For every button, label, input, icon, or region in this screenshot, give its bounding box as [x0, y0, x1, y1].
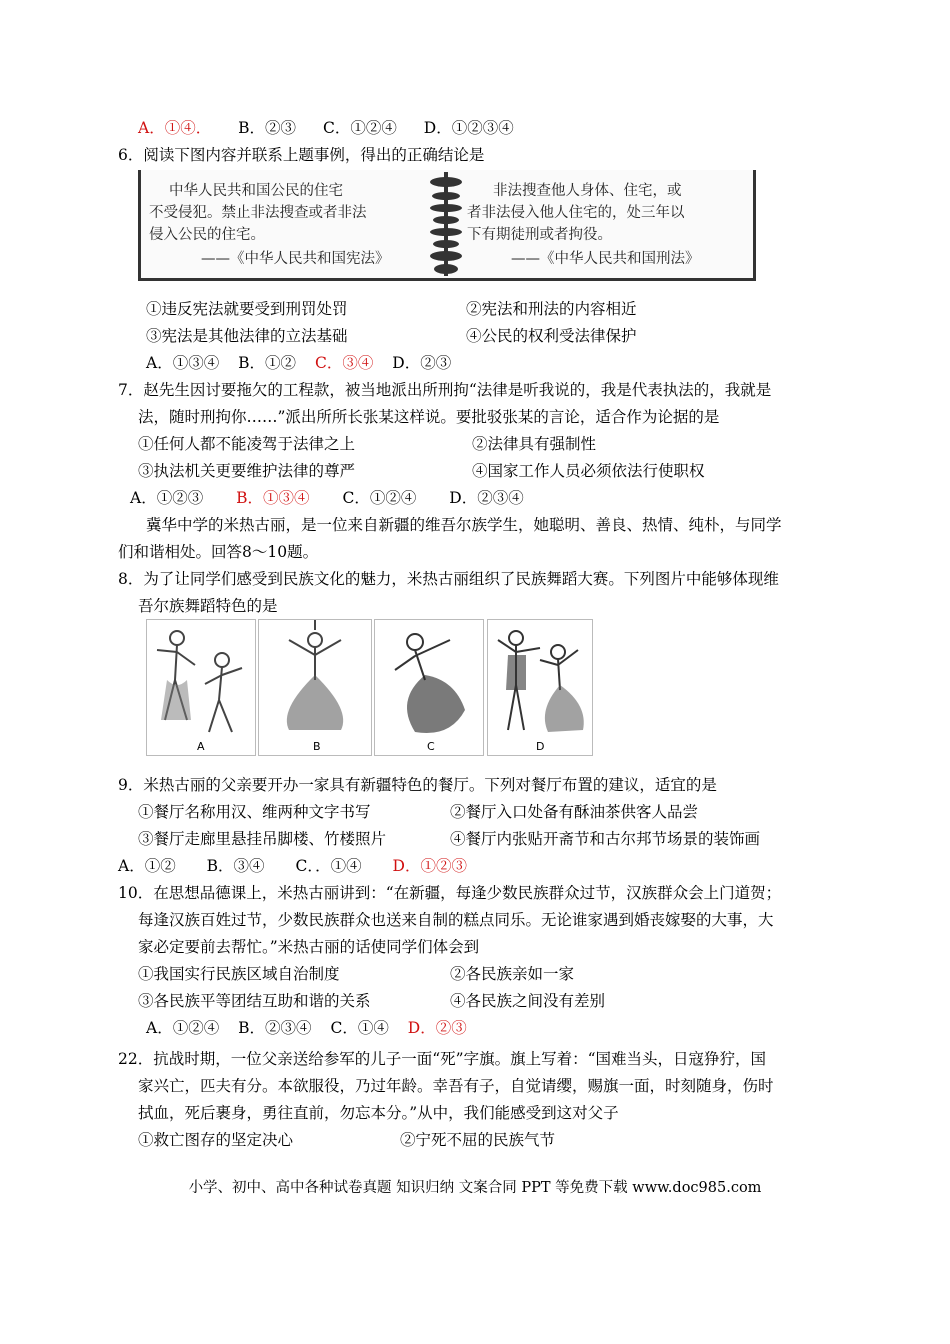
q10-option-b: B．②③④	[238, 1019, 312, 1037]
constitution-line-3: 侵入公民的住宅。	[149, 227, 265, 243]
q10-item-1: ①我国实行民族区域自治制度	[138, 965, 340, 983]
q9-option-b: B．③④	[206, 857, 265, 875]
q9-options	[118, 856, 489, 876]
criminal-law-line-3: 下有期徒刑或者拘役。	[467, 227, 612, 243]
q10-line-1: 10．在思想品德课上，米热古丽讲到：“在新疆，每逢少数民族群众过节，汉族群众会上门道贺；	[118, 884, 782, 902]
q10-item-2: ②各民族亲如一家	[450, 965, 575, 983]
q22-item-2: ②宁死不屈的民族气节	[400, 1131, 556, 1149]
q10-item-4: ④各民族之间没有差别	[450, 992, 606, 1010]
dancers-illustration-icon	[488, 620, 592, 740]
q7-option-c: C．①②④	[342, 489, 417, 507]
image-label-d: D	[536, 740, 545, 753]
q8-line-1: 8．为了让同学们感受到民族文化的魅力，米热古丽组织了民族舞蹈大赛。下列图片中能够体现维	[118, 570, 779, 588]
dance-image-b	[258, 619, 372, 756]
q7-item-2: ②法律具有强制性	[472, 435, 597, 453]
q5-option-c: C．①②④	[322, 119, 397, 137]
q9-item-4: ④餐厅内张贴开斋节和古尔邦节场景的装饰画	[450, 830, 761, 848]
dancer-illustration-icon	[375, 620, 483, 740]
q7-item-3: ③执法机关更要维护法律的尊严	[138, 462, 356, 480]
q22-line-3: 拭血，死后裹身，勇往直前，勿忘本分。”从中，我们能感受到这对父子	[138, 1104, 619, 1122]
q7-line-1: 7．赵先生因讨要拖欠的工程款，被当地派出所刑拘“法律是听我说的，我是代表执法的，我就是	[118, 381, 772, 399]
q9-stem: 9．米热古丽的父亲要开办一家具有新疆特色的餐厅。下列对餐厅布置的建议，适宜的是	[118, 776, 717, 794]
ornament-divider-icon	[426, 172, 466, 276]
q9-item-1: ①餐厅名称用汉、维两种文字书写	[138, 803, 371, 821]
constitution-source: ——《中华人民共和国宪法》	[201, 251, 390, 267]
q7-line-2: 法，随时刑拘你……”派出所所长张某这样说。要批驳张某的言论，适合作为论据的是	[138, 408, 720, 426]
q6-option-b: B．①②	[238, 354, 297, 372]
q5-option-d: D．①②③④	[423, 119, 514, 137]
intro-line-1: 冀华中学的米热古丽，是一位来自新疆的维吾尔族学生，她聪明、善良、热情、纯朴，与同学	[146, 516, 782, 534]
q5-option-a: A．①④．	[138, 119, 212, 137]
q7-option-b: B．①③④	[236, 489, 310, 507]
q5-option-b: B．②③	[238, 119, 297, 137]
dance-image-a	[146, 619, 256, 756]
q6-option-d: D．②③	[392, 354, 452, 372]
q7-item-4: ④国家工作人员必须依法行使职权	[472, 462, 705, 480]
q10-line-2: 每逢汉族百姓过节，少数民族群众也送来自制的糕点同乐。无论谁家遇到婚丧嫁娶的大事，大	[138, 911, 774, 929]
q7-item-1: ①任何人都不能凌驾于法律之上	[138, 435, 356, 453]
q6-option-a: A．①③④	[146, 354, 220, 372]
q6-option-c: C．③④	[314, 354, 374, 372]
q22-line-2: 家兴亡，匹夫有分。本欲服役，乃过年龄。幸吾有子，自觉请缨，赐旗一面，时刻随身，伤时	[138, 1077, 774, 1095]
q8-line-2: 吾尔族舞蹈特色的是	[138, 597, 278, 615]
dance-image-d	[487, 619, 593, 756]
criminal-law-line-1: 非法搜查他人身体、住宅，或	[493, 183, 682, 199]
q9-option-c: C．．①④	[295, 857, 362, 875]
criminal-law-line-2: 者非法侵入他人住宅的，处三年以	[467, 205, 685, 221]
q9-option-a: A．①②	[118, 857, 176, 875]
q9-option-d: D．①②③	[392, 857, 467, 875]
q6-item-4: ④公民的权利受法律保护	[466, 327, 637, 345]
q5-options	[138, 118, 536, 138]
constitution-line-1: 中华人民共和国公民的住宅	[169, 183, 343, 199]
q6-item-2: ②宪法和刑法的内容相近	[466, 300, 637, 318]
q22-item-1: ①救亡图存的坚定决心	[138, 1131, 294, 1149]
q7-options	[130, 488, 546, 508]
dancers-illustration-icon	[147, 620, 255, 740]
image-label-a: A	[197, 740, 205, 753]
page-footer: 小学、初中、高中各种试卷真题 知识归纳 文案合同 PPT 等免费下载 www.doc985.com	[188, 1180, 762, 1196]
law-quote-box	[138, 170, 756, 281]
image-label-b: B	[313, 740, 321, 753]
q10-option-c: C．①④	[330, 1019, 389, 1037]
q9-item-3: ③餐厅走廊里悬挂吊脚楼、竹楼照片	[138, 830, 387, 848]
q10-option-d: D．②③	[407, 1019, 467, 1037]
criminal-law-source: ——《中华人民共和国刑法》	[511, 251, 700, 267]
q9-item-2: ②餐厅入口处备有酥油茶供客人品尝	[450, 803, 699, 821]
q10-item-3: ③各民族平等团结互助和谐的关系	[138, 992, 371, 1010]
q22-line-1: 22．抗战时期，一位父亲送给参军的儿子一面“死”字旗。旗上写着：“国难当头，日寇狰狞，国	[118, 1050, 766, 1068]
q6-options	[146, 353, 473, 373]
image-label-c: C	[427, 740, 435, 753]
q7-option-a: A．①②③	[130, 489, 204, 507]
q6-stem: 6．阅读下图内容并联系上题事例，得出的正确结论是	[118, 146, 485, 164]
dance-image-c	[374, 619, 484, 756]
dancer-illustration-icon	[259, 620, 371, 740]
intro-line-2: 们和谐相处。回答8～10题。	[118, 543, 319, 561]
q6-item-1: ①违反宪法就要受到刑罚处罚	[146, 300, 348, 318]
q7-option-d: D．②③④	[449, 489, 524, 507]
q6-item-3: ③宪法是其他法律的立法基础	[146, 327, 348, 345]
q10-line-3: 家必定要前去帮忙。”米热古丽的话使同学们体会到	[138, 938, 480, 956]
constitution-line-2: 不受侵犯。禁止非法搜查或者非法	[149, 205, 367, 221]
q10-options	[146, 1018, 489, 1038]
q10-option-a: A．①②④	[146, 1019, 220, 1037]
